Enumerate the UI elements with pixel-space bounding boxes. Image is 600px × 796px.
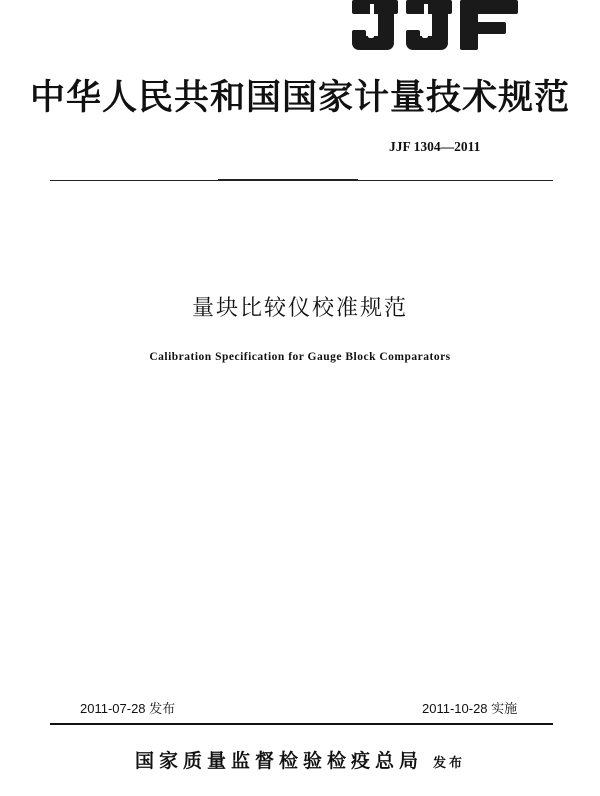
- implementation-date: 2011-10-28 实施: [422, 701, 518, 716]
- issue-date: 2011-07-28 发布: [80, 701, 176, 716]
- publisher-line: [0, 748, 600, 777]
- publisher-name: 国家质量监督检验检疫总局: [134, 750, 423, 772]
- publisher-suffix: 发布: [433, 756, 466, 771]
- document-number: JJF 1304—2011: [389, 139, 481, 154]
- header-divider-accent: [218, 179, 358, 181]
- issuing-body-title: 中华人民共和国国家计量技术规范: [29, 77, 570, 118]
- footer-divider: [50, 723, 553, 725]
- document-title-chinese: 量块比较仪校准规范: [191, 296, 408, 321]
- document-title-english: Calibration Specification for Gauge Block Comparators: [149, 351, 451, 363]
- jjf-logo-icon: [350, 0, 522, 52]
- jjf-logo: [350, 0, 522, 52]
